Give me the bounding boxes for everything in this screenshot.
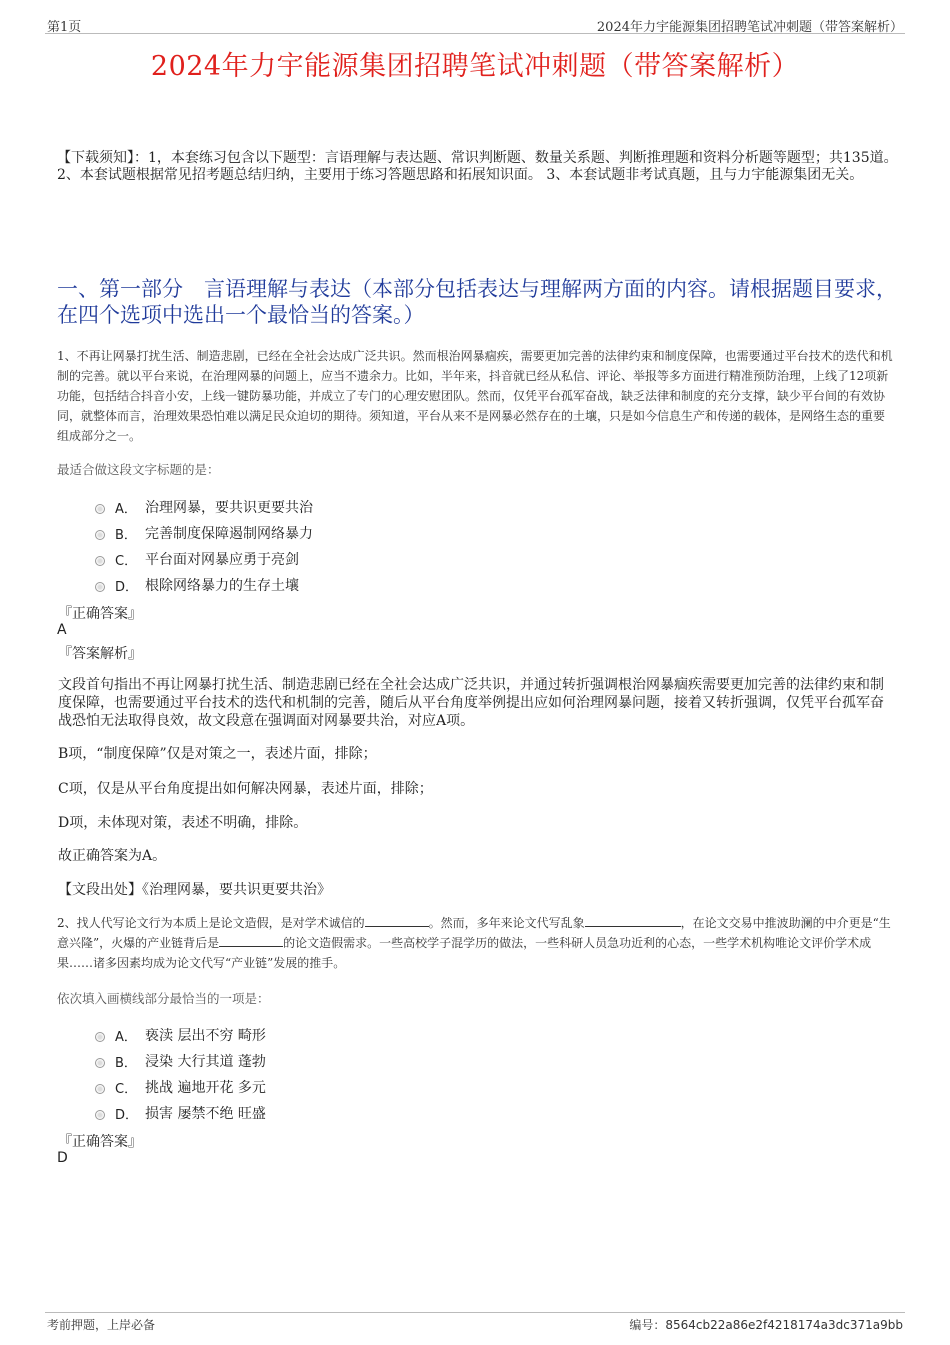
question-2-text-part: 。然而，多年来论文代写乱象 (428, 916, 585, 930)
question-2-prompt: 依次填入画横线部分最恰当的一项是： (57, 991, 270, 1006)
document-title: 2024年力宇能源集团招聘笔试冲刺题（带答案解析） (150, 51, 800, 82)
analysis-paragraph: C项，仅是从平台角度提出如何解决网暴，表述片面，排除； (58, 781, 433, 797)
option-letter: B． (115, 527, 137, 543)
analysis-label: 『答案解析』 (58, 646, 142, 662)
analysis-paragraph: 文段首句指出不再让网暴打扰生活、制造悲剧已经在全社会达成广泛共识，并通过转折强调根治网暴痼疾需要更加完善的法律约束和制度保障，也需要通过平台技术的迭代和机制的完善，随后从平台角度举例提出应如何治理网暴问题，接着又转折强调，仅凭平台孤军奋战恐怕无法取得良效，故文段意在强调面对网暴要共治，对应A项。 (58, 677, 884, 729)
section-title: 一、第一部分 言语理解与表达（本部分包括表达与理解两方面的内容。请根据题目要求，在四个选项中选出一个最恰当的答案。） (57, 277, 897, 327)
option-letter: B． (115, 1055, 137, 1071)
option-text: 浸染 大行其道 蓬勃 (145, 1054, 266, 1070)
question-1-text: 1、不再让网暴打扰生活、制造悲剧，已经在全社会达成广泛共识。然而根治网暴痼疾，需要更加完善的法律约束和制度保障，也需要通过平台技术的迭代和机制的完善。就以平台来说，在治理网暴的问题上，应当不遗余力。比如，半年来，抖音就已经从私信、评论、举报等多方面进行精准预防治理，上线了12项新功能，包括结合抖音小安，上线一键防暴功能，并成立了专门的心理安慰团队。然而，仅凭平台孤军奋战，缺乏法律和制度的充分支撑，缺少平台间的有效协同，就整体而言，治理效果恐怕难以满足民众迫切的期待。须知道，平台从来不是网暴必然存在的土壤，只是如今信息生产和传递的载体，是网络生态的重要组成部分之一。 (57, 349, 893, 443)
answer-value: A (57, 622, 67, 638)
answer-label: 『正确答案』 (58, 1134, 142, 1150)
option-a[interactable] (95, 494, 595, 520)
option-d[interactable] (95, 572, 595, 598)
radio-icon[interactable] (95, 530, 105, 540)
radio-icon[interactable] (95, 582, 105, 592)
option-text: 平台面对网暴应勇于亮剑 (145, 552, 299, 568)
source-note: 【文段出处】《治理网暴，要共识更要共治》 (58, 882, 331, 898)
option-letter: C． (115, 1081, 138, 1097)
option-letter: A． (115, 501, 137, 517)
answer-value: D (57, 1150, 68, 1166)
question-1-prompt: 最适合做这段文字标题的是： (57, 462, 220, 477)
option-b[interactable] (95, 520, 595, 546)
option-letter: C． (115, 553, 138, 569)
footer-slogan: 考前押题，上岸必备 (47, 1318, 156, 1332)
page-footer (45, 1312, 905, 1332)
option-b[interactable] (95, 1048, 595, 1074)
page-number: 第1页 (47, 20, 82, 35)
download-notice: 【下载须知】：1，本套练习包含以下题型：言语理解与表达题、常识判断题、数量关系题、判断推理题和资料分析题等题型；共135道。 2、本套试题根据常见招考题总结归纳，主要用于练习答题思路和拓展知识面。 3、本套试题非考试真题，且与力宇能源集团无关。 (57, 150, 898, 183)
option-text: 挑战 遍地开花 多元 (145, 1080, 266, 1096)
radio-icon[interactable] (95, 1084, 105, 1094)
question-2-text-part: ，在论文交易中推波助澜的中介更是“生意兴隆”，火爆的产业链背后是 (57, 916, 891, 950)
radio-icon[interactable] (95, 1110, 105, 1120)
option-d[interactable] (95, 1100, 595, 1126)
question-2-text (57, 913, 895, 973)
question-2-options (95, 1022, 595, 1126)
option-text: 完善制度保障遏制网络暴力 (145, 526, 313, 542)
option-text: 亵渎 层出不穷 畸形 (145, 1028, 266, 1044)
question-1-options (95, 494, 595, 598)
radio-icon[interactable] (95, 556, 105, 566)
header-doc-title: 2024年力宇能源集团招聘笔试冲刺题（带答案解析） (596, 20, 903, 35)
radio-icon[interactable] (95, 1058, 105, 1068)
option-letter: D． (115, 1107, 139, 1123)
page-header (45, 16, 905, 34)
option-text: 损害 屡禁不绝 旺盛 (145, 1106, 266, 1122)
radio-icon[interactable] (95, 504, 105, 514)
fill-blank (219, 935, 283, 947)
option-text: 根除网络暴力的生存土壤 (145, 578, 299, 594)
footer-doc-id: 编号：8564cb22a86e2f4218174a3dc371a9bb (629, 1318, 903, 1332)
option-a[interactable] (95, 1022, 595, 1048)
answer-label: 『正确答案』 (58, 606, 142, 622)
option-text: 治理网暴，要共识更要共治 (145, 500, 313, 516)
analysis-paragraph: D项，未体现对策，表述不明确，排除。 (58, 815, 308, 831)
option-c[interactable] (95, 546, 595, 572)
radio-icon[interactable] (95, 1032, 105, 1042)
question-2-text-part: 2、找人代写论文行为本质上是论文造假，是对学术诚信的 (57, 916, 365, 930)
analysis-paragraph: B项，“制度保障”仅是对策之一，表述片面，排除； (58, 746, 377, 762)
fill-blank (585, 915, 681, 927)
fill-blank (365, 915, 429, 927)
option-c[interactable] (95, 1074, 595, 1100)
option-letter: A． (115, 1029, 137, 1045)
analysis-paragraph: 故正确答案为A。 (58, 848, 167, 864)
question-2-text-part: 的论文造假需求。一些高校学子混学历的做法，一些科研人员急功近利的心态，一些学术机构唯论文评价学术成果……诸多因素均成为论文代写“产业链”发展的推手。 (57, 936, 872, 970)
option-letter: D． (115, 579, 139, 595)
